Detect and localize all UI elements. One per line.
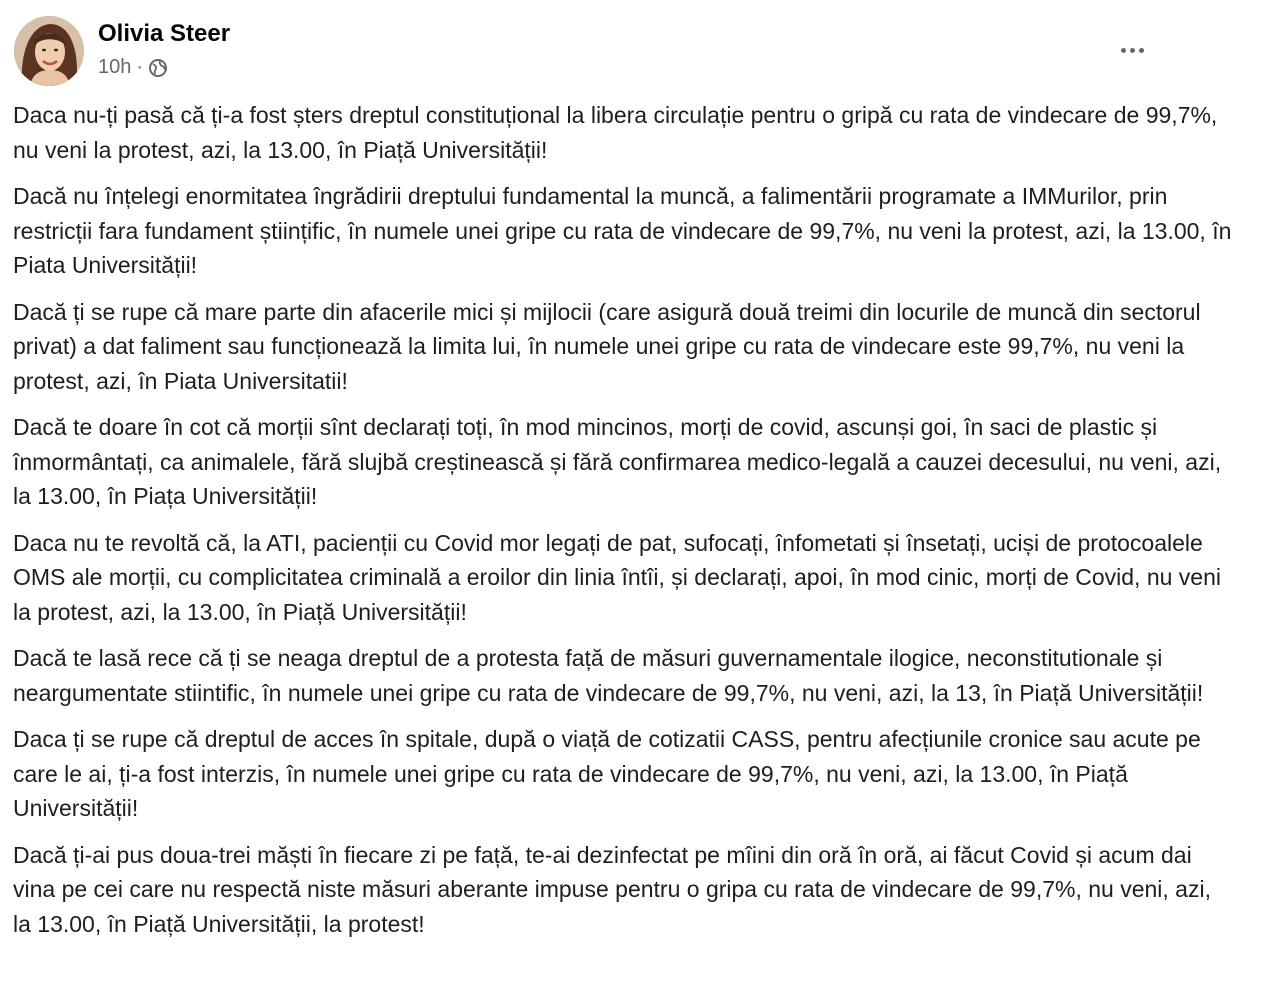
more-options-icon[interactable]	[1112, 36, 1152, 64]
post-paragraph: Dacă nu înțelegi enormitatea îngrădirii dreptului fundamental la muncă, a falimentării programate a IMMurilor, prin restricții fara fundament științific, în numele unei gripe cu rata de vindecare de 99,7%, nu veni la protest, azi, la 13.00, în Piata Universității!	[13, 183, 1232, 278]
post-paragraph: Dacă te doare în cot că morții sînt declarați toți, în mod mincinos, morți de covid, ascunși goi, în saci de plastic și înmormântați, ca animalele, fără slujbă creștinească și fără confirmarea medico-legală a cauzei decesului, nu veni, azi, la 13.00, în Piața Universității!	[13, 414, 1222, 509]
author-name[interactable]: Olivia Steer	[98, 20, 231, 47]
post-paragraph: Dacă ți se rupe că mare parte din afacerile mici și mijlocii (care asigură două treimi din locurile de muncă din sectorul privat) a dat faliment sau funcționează la limita lui, în numele unei gripe cu rata de vindecare este 99,7%, nu veni la protest, azi, în Piata Universitatii!	[13, 298, 1201, 394]
meta-separator: ·	[136, 56, 144, 78]
post-header	[14, 14, 1250, 88]
more-dot	[1121, 48, 1126, 53]
post-text	[13, 98, 1233, 953]
post-paragraph: Dacă ți-ai pus doua-trei măști în fiecare zi pe față, te-ai dezinfectat pe mîini din oră în oră, ai făcut Covid și acum dai vina pe cei care nu respectă niste măsuri aberante impuse pentru o gripa cu rata de vindecare de 99,7%, nu veni, azi, la 13.00, în Piață Universității, la protest!	[13, 841, 1211, 937]
post-meta	[98, 56, 168, 79]
post-timestamp[interactable]: 10h	[98, 56, 132, 78]
more-dot	[1130, 48, 1135, 53]
author-avatar[interactable]	[14, 16, 84, 86]
avatar-portrait-icon	[14, 16, 84, 86]
post-paragraph: Daca ți se rupe că dreptul de acces în spitale, după o viață de cotizatii CASS, pentru afecțiunile cronice sau acute pe care le ai, ți-a fost interzis, în numele unei gripe cu rata de vindecare de 99,7%, nu veni, azi, la 13.00, în Piață Universității!	[13, 726, 1201, 821]
post-paragraph: Daca nu te revoltă că, la ATI, pacienții cu Covid mor legați de pat, sufocați, înfometati și însetați, uciși de protocoalele OMS ale morții, cu complicitatea criminală a eroilor din linia întîi, și declarați, apoi, în mod cinic, morți de Covid, nu veni la protest, azi, la 13.00, în Piață Universității!	[13, 529, 1221, 625]
globe-icon[interactable]	[148, 58, 168, 78]
post-paragraph: Daca nu-ți pasă că ți-a fost șters dreptul constituțional la libera circulație pentru o gripă cu rata de vindecare de 99,7%, nu veni la protest, azi, la 13.00, în Piață Universității!	[13, 102, 1218, 163]
more-dot	[1139, 48, 1144, 53]
post-paragraph: Dacă te lasă rece că ți se neaga dreptul de a protesta față de măsuri guvernamentale ilogice, neconstitutionale și neargumentate stiintific, în numele unei gripe cu rata de vindecare de 99,7%, nu veni, azi, la 13, în Piață Universității!	[13, 645, 1204, 706]
